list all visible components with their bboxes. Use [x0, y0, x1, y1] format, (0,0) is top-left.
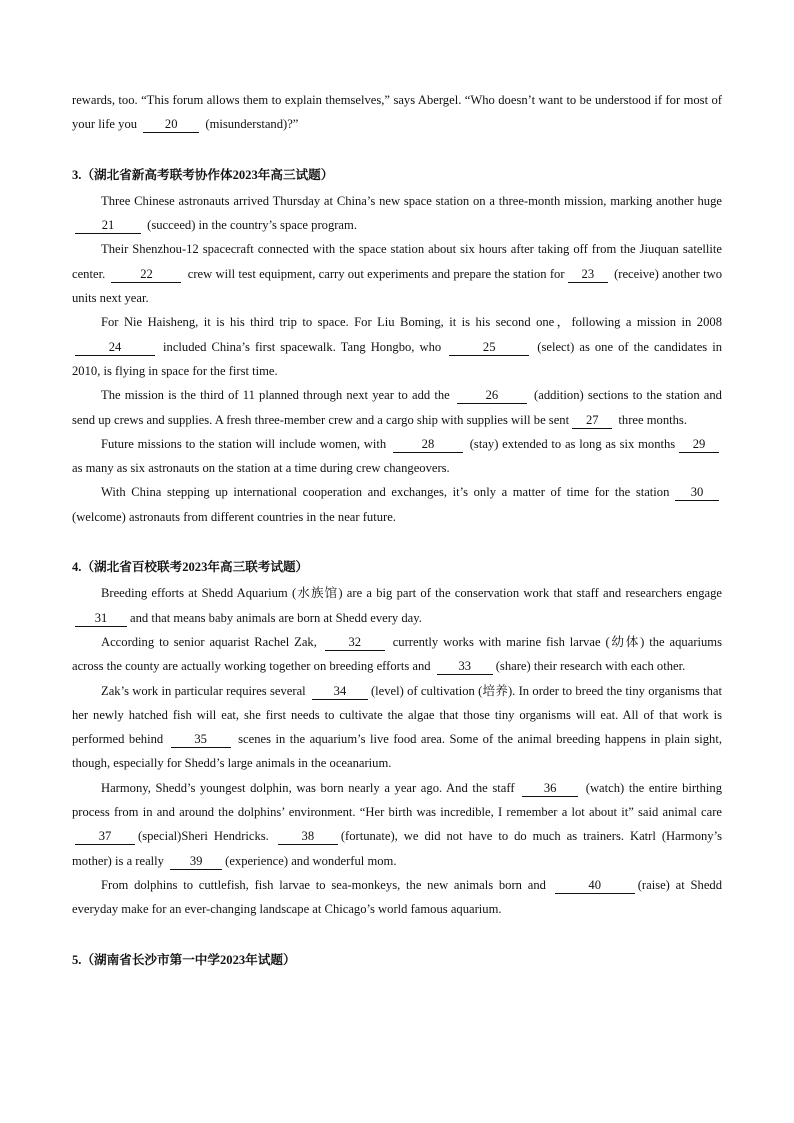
blank-37[interactable]: 37 [75, 828, 135, 845]
s3-paragraph-3: For Nie Haisheng, it is his third trip to space. For Liu Boming, it is his second one，following a mission in 2008 24 included China’s first spacewalk. Tang Hongbo, who 25 (select) as one of the candidates in 2010, is flying in space for the first time. [72, 315, 723, 378]
s3-paragraph-5: Future missions to the station will include women, with 28 (stay) extended to as long as six months 29 as many as six astronauts on the station at a time during crew changeovers. [72, 432, 722, 481]
s4-paragraph-3: Zak’s work in particular requires several 34 (level) of cultivation (培养). In order to breed the tiny organisms that her newly hatched fish will eat, she first needs to cultivate the algae that those tiny organisms will eat. All of that work is performed behind 35 scenes in the aquarium’s live food area. Some of the animal breeding happens in plain sight, though, especially for Shedd’s large animals in the oceanarium. [72, 683, 722, 771]
blank-22[interactable]: 22 [111, 266, 181, 283]
blank-28[interactable]: 28 [393, 436, 463, 453]
section-3-heading: 3.（湖北省新高考联考协作体2023年高三试题） [72, 167, 334, 182]
s4-paragraph-1: Breeding efforts at Shedd Aquarium (水族馆) are a big part of the conservation work that staff and researchers engage 31 and that means baby animals are born at Shedd every day. [72, 581, 722, 630]
blank-40[interactable]: 40 [555, 877, 635, 894]
s3-paragraph-4: The mission is the third of 11 planned through next year to add the 26 (addition) sections to the station and send up crews and supplies. A fresh three-member crew and a cargo ship with supplies will be sent 27 three months. [72, 388, 722, 427]
s4-paragraph-2: According to senior aquarist Rachel Zak, 32 currently works with marine fish larvae (幼体) the aquariums across the county are actually working together on breeding efforts and 33 (share) their research with each other. [72, 634, 723, 674]
blank-30[interactable]: 30 [675, 484, 719, 501]
blank-36[interactable]: 36 [522, 780, 578, 797]
blank-21[interactable]: 21 [75, 217, 141, 234]
blank-23[interactable]: 23 [568, 266, 608, 283]
s4-paragraph-5: From dolphins to cuttlefish, fish larvae to sea-monkeys, the new animals born and 40 (raise) at Shedd everyday make for an ever-changing landscape at Chicago’s world famous aquarium. [72, 877, 723, 917]
intro-paragraph: rewards, too. “This forum allows them to explain themselves,” says Abergel. “Who doesn’t want to be understood if for most of your life you 20 (misunderstand)?” [72, 93, 722, 132]
blank-24[interactable]: 24 [75, 339, 155, 356]
blank-35[interactable]: 35 [171, 731, 231, 748]
s3-paragraph-2: Their Shenzhou-12 spacecraft connected with the space station about six hours after taking off from the Jiuquan satellite center. 22 crew will test equipment, carry out experiments and prepare the station for 23 (receive) another two units next year. [72, 242, 722, 306]
blank-39[interactable]: 39 [170, 853, 222, 870]
blank-29[interactable]: 29 [679, 436, 719, 453]
blank-34[interactable]: 34 [312, 683, 368, 700]
blank-27[interactable]: 27 [572, 412, 612, 429]
blank-32[interactable]: 32 [325, 634, 385, 651]
blank-31[interactable]: 31 [75, 610, 127, 627]
s4-paragraph-4: Harmony, Shedd’s youngest dolphin, was born nearly a year ago. And the staff 36 (watch) the entire birthing process from in and around the dolphins’ environment. “Her birth was incredible, I remember a lot about it” said animal care 37 (special)Sheri Hendricks. 38 (fortunate), we did not have to do much as trainers. Katrl (Harmony’s mother) is a really 39 (experience) and wonderful mom. [72, 780, 722, 868]
worksheet-page [72, 88, 722, 974]
blank-20[interactable]: 20 [143, 116, 199, 133]
blank-26[interactable]: 26 [457, 387, 527, 404]
blank-33[interactable]: 33 [437, 658, 493, 675]
section-5-heading: 5.（湖南省长沙市第一中学2023年试题） [72, 952, 296, 967]
s3-paragraph-6: With China stepping up international cooperation and exchanges, it’s only a matter of time for the station 30 (welcome) astronauts from different countries in the near future. [72, 480, 722, 529]
blank-25[interactable]: 25 [449, 339, 529, 356]
section-4-heading: 4.（湖北省百校联考2023年高三联考试题） [72, 560, 309, 575]
blank-38[interactable]: 38 [278, 828, 338, 845]
s3-paragraph-1: Three Chinese astronauts arrived Thursday at China’s new space station on a three-month mission, marking another huge 21 (succeed) in the country’s space program. [72, 189, 722, 238]
